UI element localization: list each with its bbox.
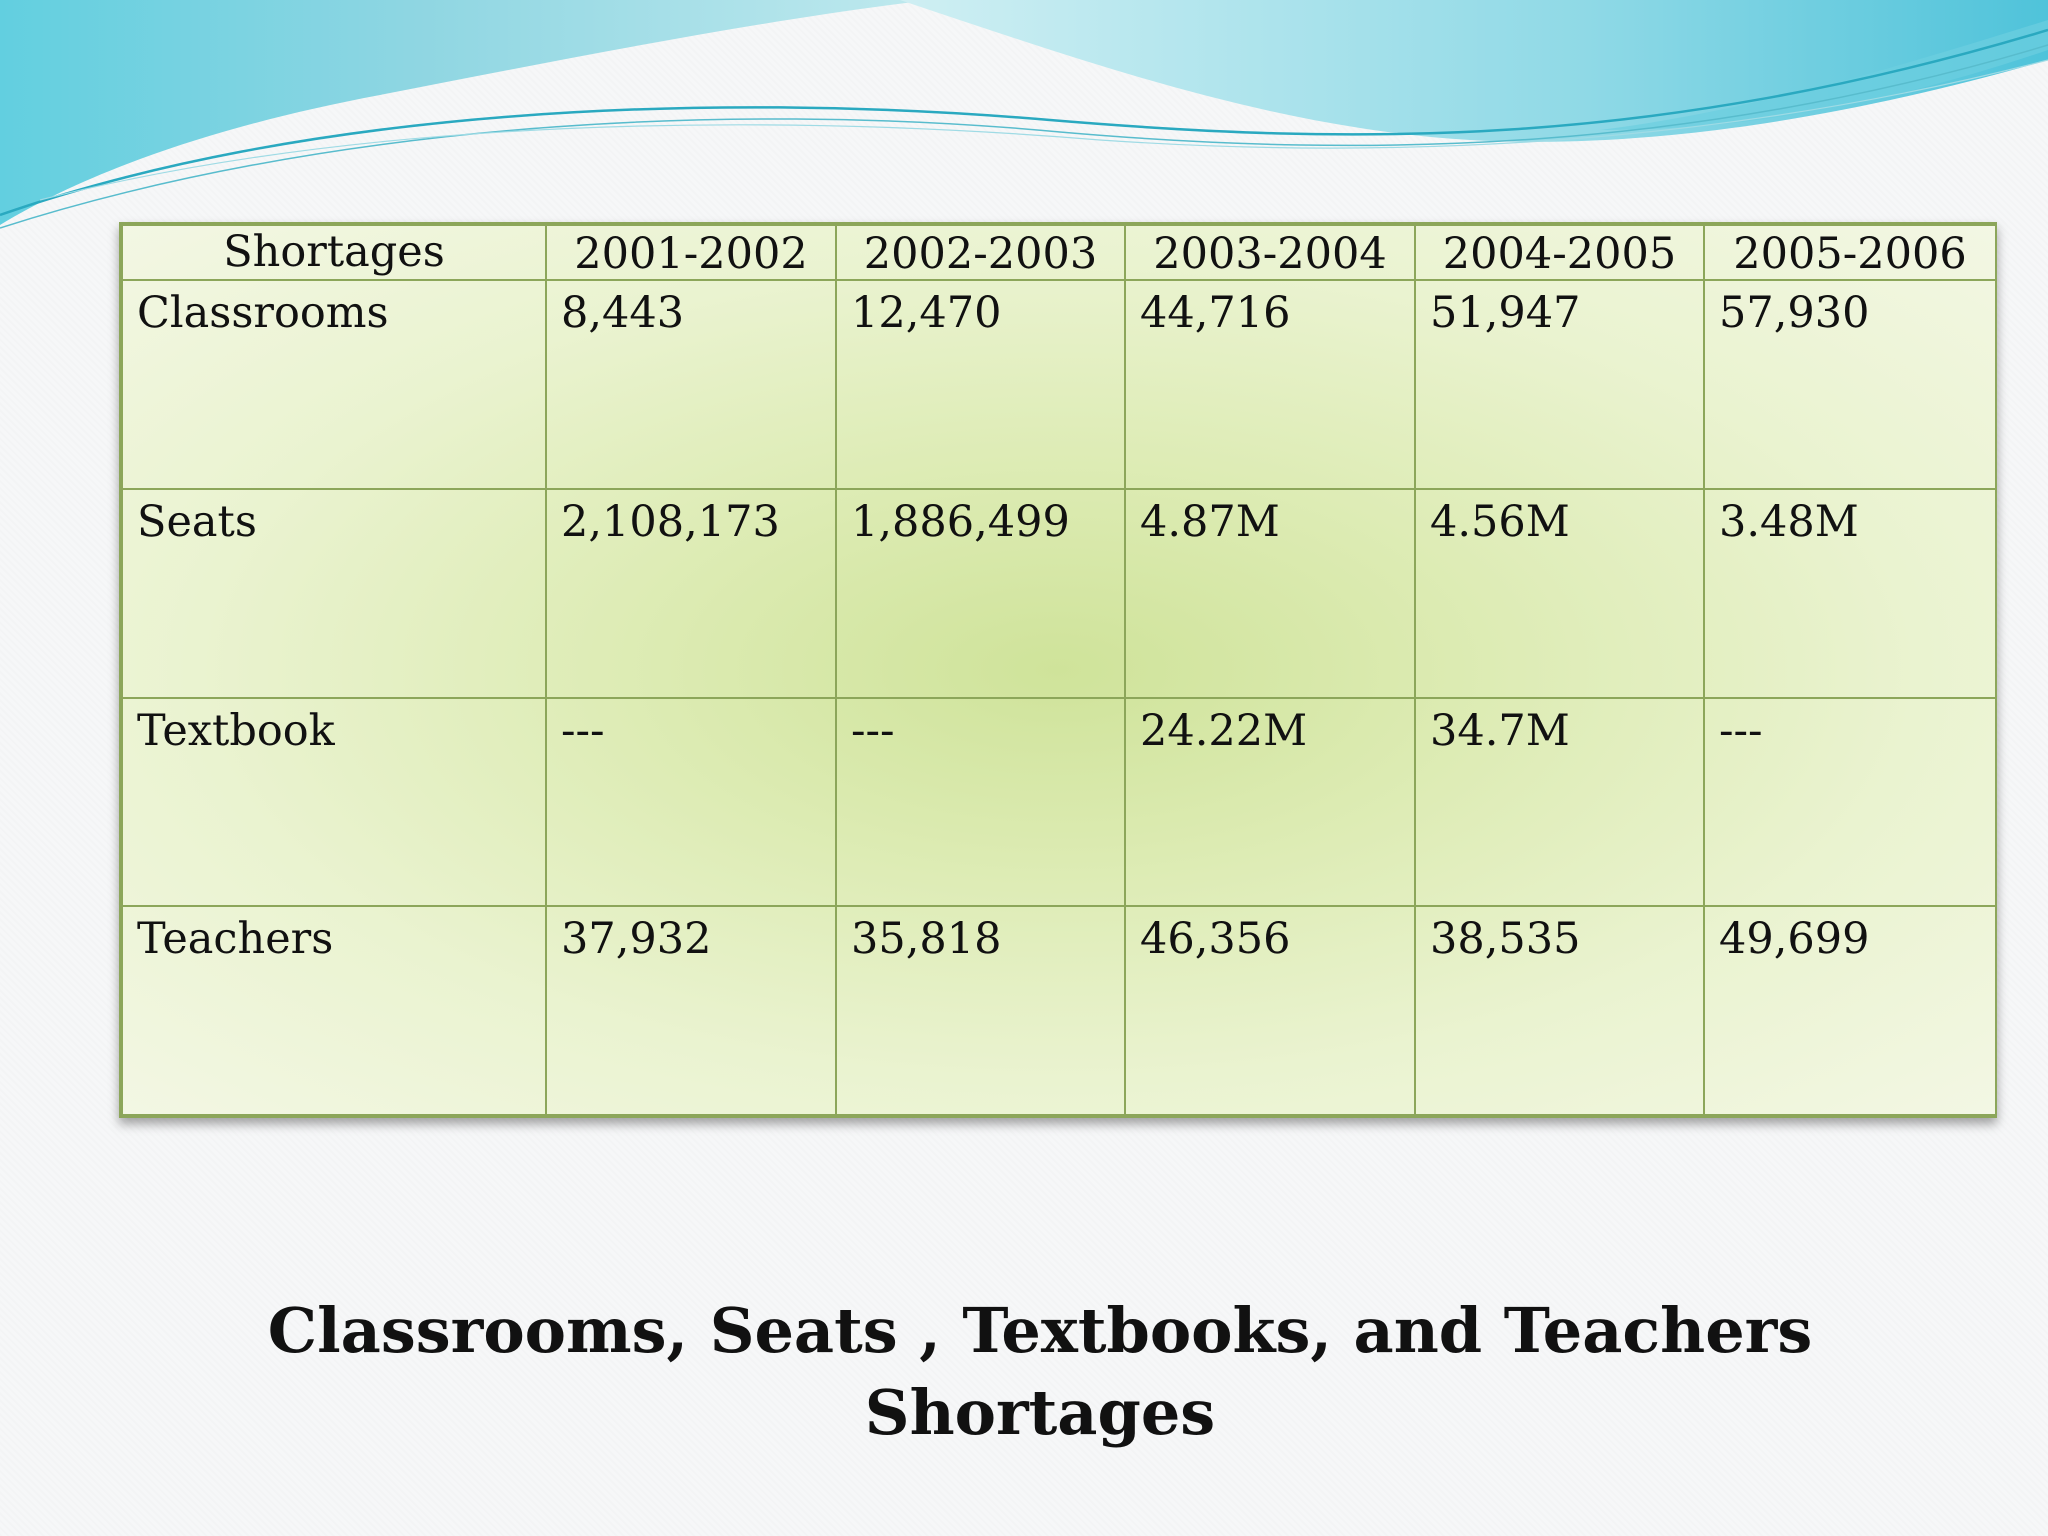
caption-line-2: Shortages xyxy=(864,1376,1216,1449)
table-cell: 35,818 xyxy=(836,906,1125,1115)
table-header-row xyxy=(122,225,1996,280)
table-cell: 51,947 xyxy=(1415,280,1704,489)
table-cell: 46,356 xyxy=(1125,906,1415,1115)
shortages-table-container xyxy=(119,222,1997,1118)
table-cell: 4.87M xyxy=(1125,489,1415,698)
year-header: 2003-2004 xyxy=(1125,225,1415,280)
row-label: Teachers xyxy=(122,906,546,1115)
shortages-table xyxy=(121,224,1997,1116)
table-row xyxy=(122,280,1996,489)
table-cell: --- xyxy=(1704,698,1996,907)
table-cell: 4.56M xyxy=(1415,489,1704,698)
header-wave-decoration xyxy=(0,0,2048,240)
table-cell: 3.48M xyxy=(1704,489,1996,698)
row-label: Classrooms xyxy=(122,280,546,489)
table-cell: 2,108,173 xyxy=(546,489,836,698)
table-cell: 1,886,499 xyxy=(836,489,1125,698)
table-row xyxy=(122,906,1996,1115)
year-header: 2002-2003 xyxy=(836,225,1125,280)
caption-line-1: Classrooms, Seats , Textbooks, and Teachers xyxy=(267,1294,1813,1367)
table-row xyxy=(122,489,1996,698)
year-header: 2004-2005 xyxy=(1415,225,1704,280)
table-cell: 37,932 xyxy=(546,906,836,1115)
row-label: Seats xyxy=(122,489,546,698)
table-cell: --- xyxy=(546,698,836,907)
year-header: 2005-2006 xyxy=(1704,225,1996,280)
table-cell: 12,470 xyxy=(836,280,1125,489)
table-cell: 8,443 xyxy=(546,280,836,489)
corner-header: Shortages xyxy=(122,225,546,280)
table-cell: 57,930 xyxy=(1704,280,1996,489)
table-cell: 38,535 xyxy=(1415,906,1704,1115)
year-header: 2001-2002 xyxy=(546,225,836,280)
table-cell: 24.22M xyxy=(1125,698,1415,907)
table-cell: 49,699 xyxy=(1704,906,1996,1115)
slide-caption xyxy=(0,1290,2048,1454)
row-label: Textbook xyxy=(122,698,546,907)
table-cell: 34.7M xyxy=(1415,698,1704,907)
table-cell: --- xyxy=(836,698,1125,907)
table-cell: 44,716 xyxy=(1125,280,1415,489)
table-row xyxy=(122,698,1996,907)
